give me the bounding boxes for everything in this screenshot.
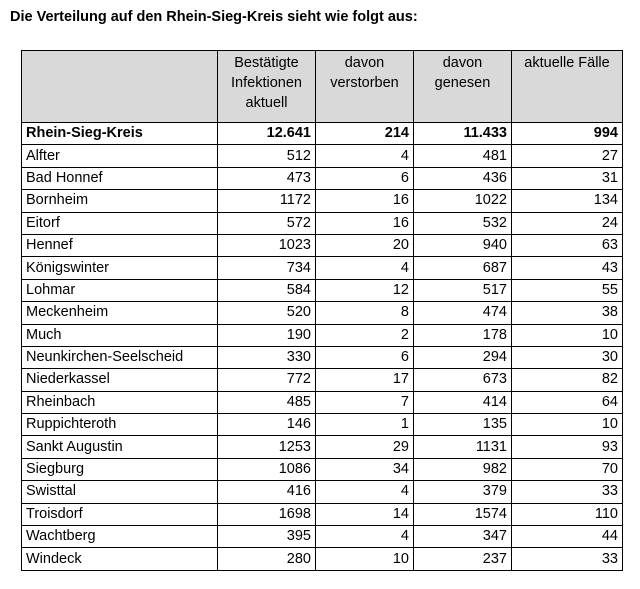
deceased-cell: 10	[316, 548, 414, 570]
infections-cell: 146	[218, 414, 316, 436]
deceased-cell: 4	[316, 145, 414, 167]
deceased-cell: 8	[316, 302, 414, 324]
deceased-cell: 14	[316, 503, 414, 525]
deceased-cell: 2	[316, 324, 414, 346]
infections-cell: 1023	[218, 234, 316, 256]
header-municipality	[22, 51, 218, 123]
total-recovered: 11.433	[414, 123, 512, 145]
infections-cell: 584	[218, 279, 316, 301]
recovered-cell: 1574	[414, 503, 512, 525]
infections-cell: 330	[218, 346, 316, 368]
current-cases-cell: 110	[512, 503, 623, 525]
infections-cell: 1086	[218, 458, 316, 480]
table-row	[22, 414, 623, 436]
municipality-name: Alfter	[22, 145, 218, 167]
current-cases-cell: 38	[512, 302, 623, 324]
deceased-cell: 17	[316, 369, 414, 391]
municipality-name: Lohmar	[22, 279, 218, 301]
infections-cell: 1698	[218, 503, 316, 525]
table-row	[22, 145, 623, 167]
table-row	[22, 481, 623, 503]
current-cases-cell: 55	[512, 279, 623, 301]
table-row	[22, 234, 623, 256]
total-deceased: 214	[316, 123, 414, 145]
total-row	[22, 123, 623, 145]
infections-cell: 572	[218, 212, 316, 234]
recovered-cell: 474	[414, 302, 512, 324]
current-cases-cell: 70	[512, 458, 623, 480]
deceased-cell: 4	[316, 526, 414, 548]
total-current: 994	[512, 123, 623, 145]
municipality-name: Eitorf	[22, 212, 218, 234]
current-cases-cell: 33	[512, 481, 623, 503]
deceased-cell: 6	[316, 167, 414, 189]
recovered-cell: 1022	[414, 190, 512, 212]
recovered-cell: 982	[414, 458, 512, 480]
infections-cell: 1172	[218, 190, 316, 212]
recovered-cell: 237	[414, 548, 512, 570]
recovered-cell: 178	[414, 324, 512, 346]
deceased-cell: 16	[316, 190, 414, 212]
table-row	[22, 257, 623, 279]
current-cases-cell: 63	[512, 234, 623, 256]
table-row	[22, 212, 623, 234]
deceased-cell: 4	[316, 481, 414, 503]
municipality-name: Troisdorf	[22, 503, 218, 525]
municipality-name: Sankt Augustin	[22, 436, 218, 458]
recovered-cell: 347	[414, 526, 512, 548]
infections-cell: 473	[218, 167, 316, 189]
infections-cell: 416	[218, 481, 316, 503]
deceased-cell: 34	[316, 458, 414, 480]
deceased-cell: 1	[316, 414, 414, 436]
current-cases-cell: 43	[512, 257, 623, 279]
total-name: Rhein-Sieg-Kreis	[22, 123, 218, 145]
municipality-name: Windeck	[22, 548, 218, 570]
page-heading: Die Verteilung auf den Rhein-Sieg-Kreis sieht wie folgt aus:	[10, 9, 418, 25]
current-cases-cell: 134	[512, 190, 623, 212]
recovered-cell: 379	[414, 481, 512, 503]
header-deceased: davon verstorben	[316, 51, 414, 123]
infections-cell: 772	[218, 369, 316, 391]
infections-cell: 1253	[218, 436, 316, 458]
municipality-name: Ruppichteroth	[22, 414, 218, 436]
recovered-cell: 294	[414, 346, 512, 368]
table-row	[22, 324, 623, 346]
municipality-name: Niederkassel	[22, 369, 218, 391]
current-cases-cell: 64	[512, 391, 623, 413]
recovered-cell: 532	[414, 212, 512, 234]
table-row	[22, 346, 623, 368]
table-row	[22, 167, 623, 189]
current-cases-cell: 10	[512, 414, 623, 436]
municipality-name: Rheinbach	[22, 391, 218, 413]
infections-cell: 512	[218, 145, 316, 167]
recovered-cell: 436	[414, 167, 512, 189]
municipality-name: Wachtberg	[22, 526, 218, 548]
current-cases-cell: 93	[512, 436, 623, 458]
current-cases-cell: 44	[512, 526, 623, 548]
infection-table	[21, 50, 623, 571]
municipality-name: Königswinter	[22, 257, 218, 279]
current-cases-cell: 10	[512, 324, 623, 346]
current-cases-cell: 24	[512, 212, 623, 234]
table-row	[22, 436, 623, 458]
infections-cell: 485	[218, 391, 316, 413]
header-current-cases: aktuelle Fälle	[512, 51, 623, 123]
current-cases-cell: 33	[512, 548, 623, 570]
infections-cell: 395	[218, 526, 316, 548]
deceased-cell: 12	[316, 279, 414, 301]
municipality-name: Siegburg	[22, 458, 218, 480]
table-row	[22, 526, 623, 548]
recovered-cell: 517	[414, 279, 512, 301]
deceased-cell: 16	[316, 212, 414, 234]
table-row	[22, 391, 623, 413]
current-cases-cell: 82	[512, 369, 623, 391]
recovered-cell: 673	[414, 369, 512, 391]
infections-cell: 280	[218, 548, 316, 570]
recovered-cell: 687	[414, 257, 512, 279]
table-row	[22, 503, 623, 525]
table-row	[22, 302, 623, 324]
deceased-cell: 29	[316, 436, 414, 458]
total-infections: 12.641	[218, 123, 316, 145]
infections-cell: 734	[218, 257, 316, 279]
recovered-cell: 135	[414, 414, 512, 436]
header-recovered: davon genesen	[414, 51, 512, 123]
table-row	[22, 190, 623, 212]
infections-cell: 190	[218, 324, 316, 346]
table-row	[22, 548, 623, 570]
current-cases-cell: 27	[512, 145, 623, 167]
deceased-cell: 4	[316, 257, 414, 279]
recovered-cell: 414	[414, 391, 512, 413]
municipality-name: Bornheim	[22, 190, 218, 212]
recovered-cell: 940	[414, 234, 512, 256]
municipality-name: Swisttal	[22, 481, 218, 503]
table-row	[22, 369, 623, 391]
municipality-name: Neunkirchen-Seelscheid	[22, 346, 218, 368]
infections-cell: 520	[218, 302, 316, 324]
deceased-cell: 20	[316, 234, 414, 256]
table-header-row	[22, 51, 623, 123]
municipality-name: Much	[22, 324, 218, 346]
current-cases-cell: 30	[512, 346, 623, 368]
deceased-cell: 6	[316, 346, 414, 368]
table-row	[22, 458, 623, 480]
recovered-cell: 1131	[414, 436, 512, 458]
municipality-name: Meckenheim	[22, 302, 218, 324]
table-row	[22, 279, 623, 301]
municipality-name: Bad Honnef	[22, 167, 218, 189]
current-cases-cell: 31	[512, 167, 623, 189]
header-infections: Bestätigte Infektionen aktuell	[218, 51, 316, 123]
municipality-name: Hennef	[22, 234, 218, 256]
deceased-cell: 7	[316, 391, 414, 413]
recovered-cell: 481	[414, 145, 512, 167]
